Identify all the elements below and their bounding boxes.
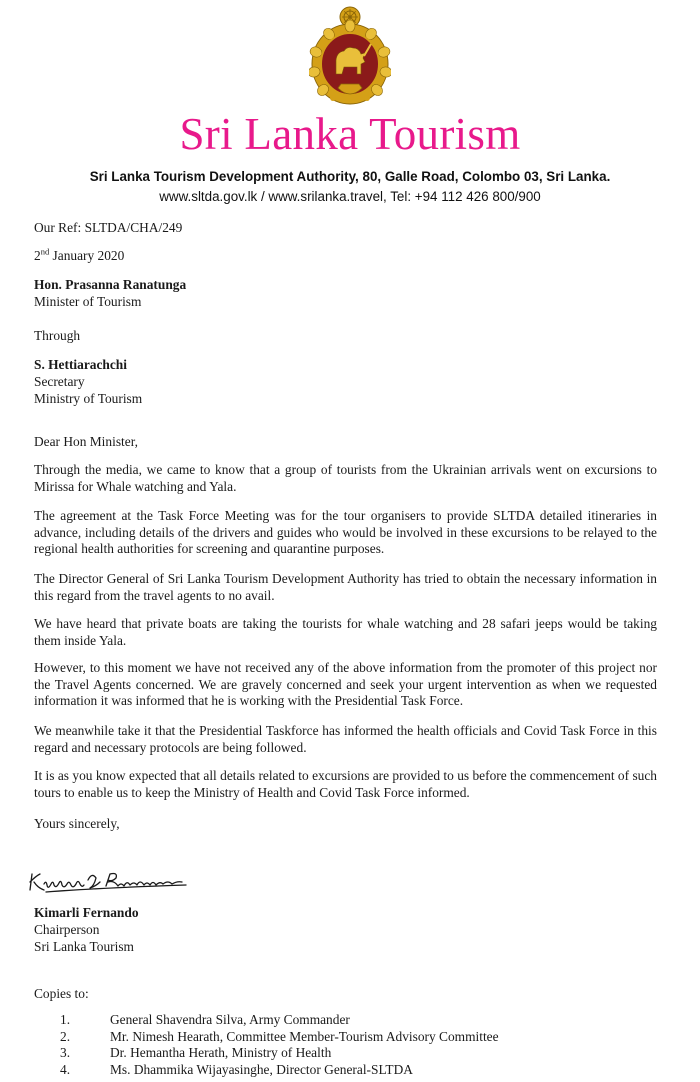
reference-number: Our Ref: SLTDA/CHA/249 (34, 220, 183, 235)
closing: Yours sincerely, (34, 816, 120, 831)
brand-title: Sri Lanka Tourism (179, 109, 521, 159)
sri-lanka-emblem-icon (309, 4, 391, 108)
body-paragraph: We meanwhile take it that the Presidential Taskforce has informed the health officials and Covid Task Force in this regard and necessary protocols are being followed. (34, 723, 657, 755)
body-paragraph: The Director General of Sri Lanka Tourism Development Authority has tried to obtain the necessary information in this regard from the travel agents to no avail. (34, 571, 657, 603)
list-item: 4. Ms. Dhammika Wijayasinghe, Director General-SLTDA (60, 1061, 413, 1077)
through-title: Secretary (34, 374, 85, 389)
organization-address: Sri Lanka Tourism Development Authority, 80, Galle Road, Colombo 03, Sri Lanka. (89, 169, 611, 184)
copies-label: Copies to: (34, 986, 89, 1001)
through-ministry: Ministry of Tourism (34, 391, 143, 406)
organization-contact: www.sltda.gov.lk / www.srilanka.travel, Tel: +94 112 426 800/900 (159, 189, 541, 204)
body-paragraph: Through the media, we came to know that a group of tourists from the Ukrainian arrivals went on excursions to Mirissa for Whale watching and Yala. (34, 462, 657, 494)
recipient-name: Hon. Prasanna Ranatunga (34, 277, 187, 292)
signer-title: Chairperson (34, 922, 100, 937)
signer-organization: Sri Lanka Tourism (34, 939, 134, 954)
through-label: Through (34, 328, 81, 343)
signer-name: Kimarli Fernando (34, 905, 139, 920)
list-item: 2. Mr. Nimesh Hearath, Committee Member-Tourism Advisory Committee (60, 1028, 499, 1044)
recipient-title: Minister of Tourism (34, 294, 142, 309)
body-paragraph: The agreement at the Task Force Meeting was for the tour organisers to provide SLTDA detailed itineraries in advance, including details of the drivers and guides who would be involved in these excursions to be relayed to the regional health authorities for screening and quarantine purposes. (34, 508, 657, 557)
list-item: 3. Dr. Hemantha Herath, Ministry of Health (60, 1045, 332, 1061)
handwritten-signature (26, 866, 191, 896)
body-paragraph: We have heard that private boats are taking the tourists for whale watching and 28 safari jeeps would be taking them inside Yala. (34, 616, 657, 648)
salutation: Dear Hon Minister, (34, 434, 138, 449)
letter-date: 2nd January 2020 (34, 246, 125, 263)
list-item: 1. General Shavendra Silva, Army Commander (60, 1012, 350, 1027)
through-name: S. Hettiarachchi (34, 357, 127, 372)
body-paragraph: It is as you know expected that all details related to excursions are provided to us before the commencement of such tours to enable us to keep the Ministry of Health and Covid Task Force informed. (34, 768, 657, 800)
copies-list (34, 1012, 499, 1078)
body-paragraph: However, to this moment we have not received any of the above information from the promoter of this project nor the Travel Agents concerned. We are gravely concerned and seek your urgent intervention as when we requested information it was informed that he is working with the Presidential Task Force. (34, 660, 657, 709)
